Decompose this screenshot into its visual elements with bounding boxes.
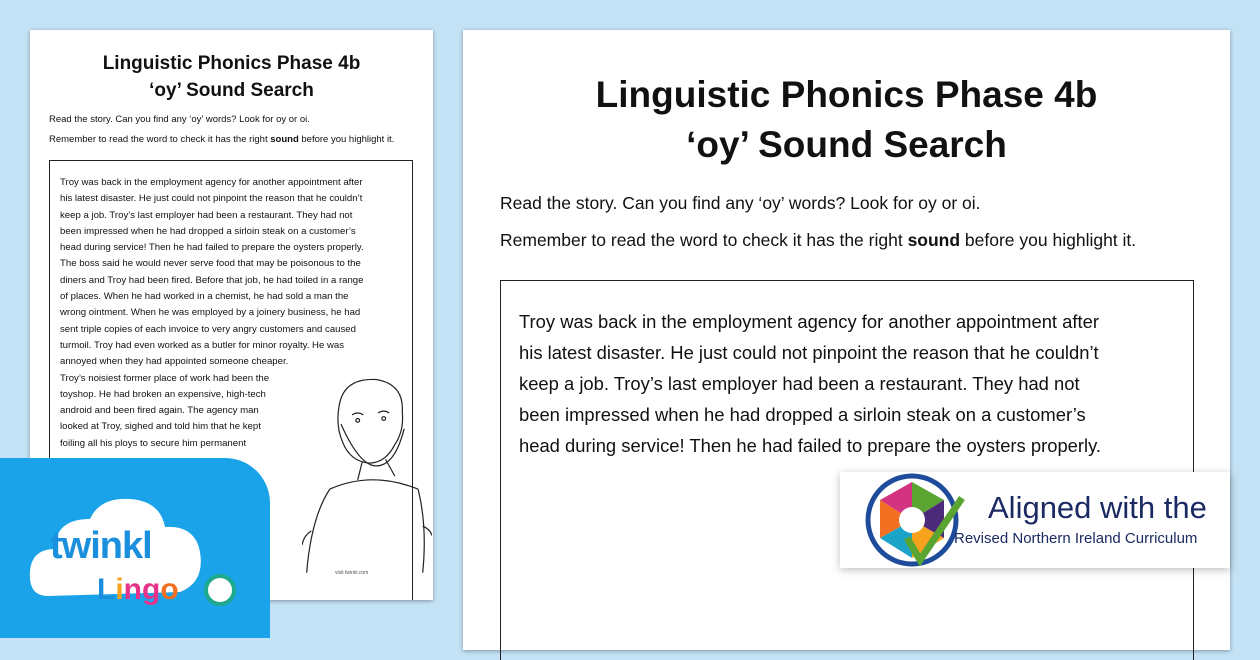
badge-line-2: Revised Northern Ireland Curriculum bbox=[954, 530, 1198, 547]
story-line: been impressed when he had dropped a sirloin steak on a customer’s bbox=[519, 404, 1086, 425]
instruction-1: Read the story. Can you find any ‘oy’ words? Look for oy or oi. bbox=[49, 114, 310, 125]
footer-text: visit twinkl.com bbox=[335, 570, 369, 576]
product-name: Lingo bbox=[97, 573, 179, 606]
story-line: android and been fired again. The agency man bbox=[60, 405, 259, 417]
curriculum-badge bbox=[840, 472, 1230, 568]
story-line: Troy was back in the employment agency for another appointment after bbox=[519, 311, 1099, 332]
title-line-2: ‘oy’ Sound Search bbox=[149, 80, 314, 101]
curriculum-logo-icon bbox=[862, 468, 972, 572]
story-line: Troy’s noisiest former place of work had been the bbox=[60, 372, 270, 384]
instruction-2: Remember to read the word to check it has the right sound before you highlight it. bbox=[49, 134, 395, 145]
story-line: been impressed when he had dropped a sirloin steak on a customer’s bbox=[60, 225, 356, 237]
story-box bbox=[500, 280, 1194, 660]
story-line: wrong ointment. When he was employed by a joinery business, he had bbox=[60, 307, 361, 319]
worksheet-title bbox=[30, 50, 433, 104]
story-line: looked at Troy, sighed and told him that he kept bbox=[60, 421, 261, 433]
story-line: diners and Troy had been fired. Before that job, he had toiled in a range bbox=[60, 274, 364, 286]
story-line: keep a job. Troy’s last employer had been a restaurant. They had not bbox=[519, 373, 1080, 394]
story-line: of places. When he had worked in a chemist, he had sold a man the bbox=[60, 291, 349, 303]
man-illustration bbox=[302, 360, 432, 595]
story-line: foiling all his ploys to secure him permanent bbox=[60, 437, 247, 449]
story-line: Troy was back in the employment agency for another appointment after bbox=[60, 177, 363, 188]
story-line: his latest disaster. He just could not pinpoint the reason that he couldn’t bbox=[519, 342, 1099, 363]
story-line: his latest disaster. He just could not pinpoint the reason that he couldn’t bbox=[60, 193, 363, 205]
brand-name: twinkl bbox=[50, 525, 152, 567]
title-line-1: Linguistic Phonics Phase 4b bbox=[102, 53, 361, 74]
story-line: The boss said he would never serve food that may be poisonous to the bbox=[60, 258, 361, 270]
badge-line-1: Aligned with the bbox=[988, 490, 1207, 525]
worksheet-title bbox=[463, 70, 1230, 170]
speech-bubble-icon bbox=[198, 570, 240, 610]
instruction-1: Read the story. Can you find any ‘oy’ words? Look for oy or oi. bbox=[500, 193, 981, 213]
story-line: head during service! Then he had failed to prepare the oysters properly. bbox=[60, 242, 364, 254]
story-line: toyshop. He had broken an expensive, high-tech bbox=[60, 388, 266, 400]
title-line-1: Linguistic Phonics Phase 4b bbox=[595, 74, 1098, 115]
twinkl-lingo-logo bbox=[0, 458, 270, 638]
story-line: sent triple copies of each invoice to very angry customers and caused bbox=[60, 323, 356, 335]
title-line-2: ‘oy’ Sound Search bbox=[686, 124, 1007, 165]
story-line: turmoil. Troy had even worked as a butler for minor royalty. He was bbox=[60, 339, 345, 351]
story-line: head during service! Then he had failed to prepare the oysters properly. bbox=[519, 435, 1102, 456]
instruction-2: Remember to read the word to check it has the right sound before you highlight it. bbox=[500, 230, 1137, 250]
badge-arrow bbox=[805, 472, 843, 568]
story-line: keep a job. Troy’s last employer had been a restaurant. They had not bbox=[60, 209, 353, 221]
story-line: annoyed when they had appointed someone cheaper. bbox=[60, 356, 289, 368]
